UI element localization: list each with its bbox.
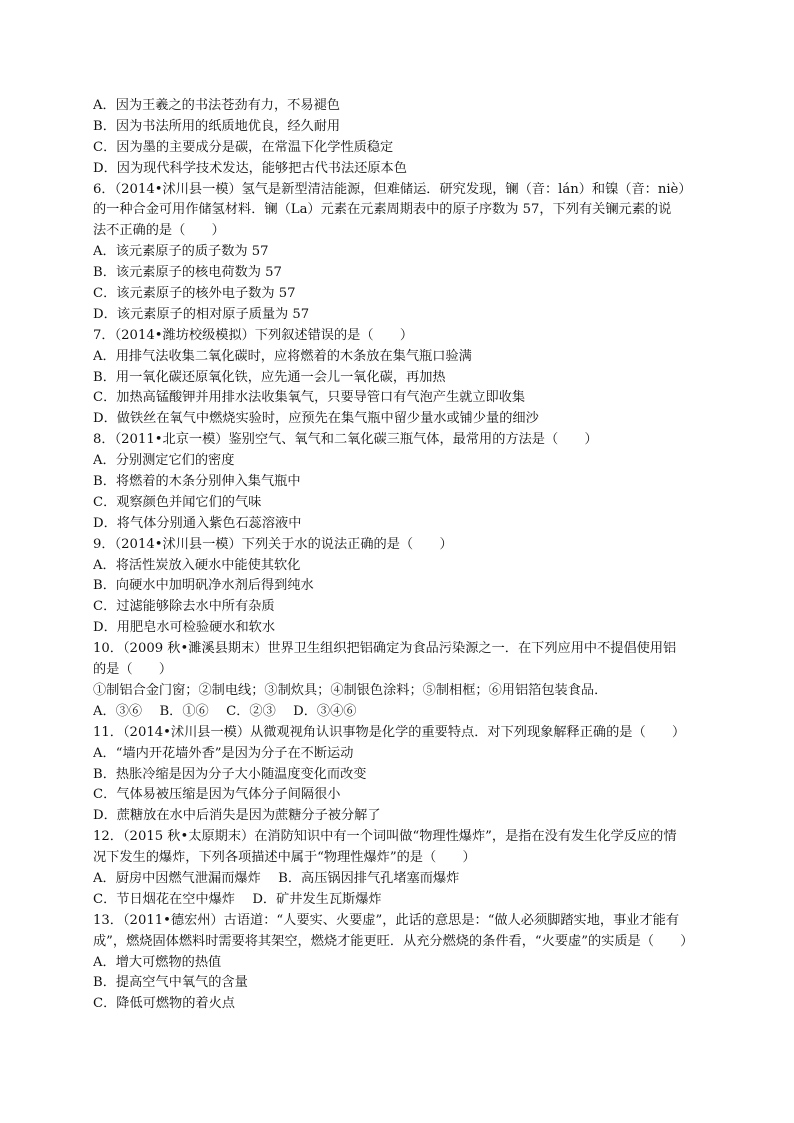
text-line: 6．（2014•沭川县一模）氢气是新型清洁能源，但难储运．研究发现，镧（音：lán）和镍（音：niè）: [93, 181, 692, 197]
text-line: B．向硬水中加明矾净水剂后得到纯水: [93, 578, 314, 594]
text-line: C．加热高锰酸钾并用排水法收集氧气，只要导管口有气泡产生就立即收集: [93, 390, 526, 406]
text-line: 11．（2014•沭川县一模）从微观视角认识事物是化学的重要特点．对下列现象解释正确的是（ ）: [93, 724, 686, 740]
text-line: D．将气体分别通入紫色石蕊溶液中: [93, 515, 302, 531]
text-line: 法不正确的是（ ）: [93, 223, 225, 239]
text-line: B．热胀冷缩是因为分子大小随温度变化而改变: [93, 766, 367, 782]
text-line: 10．（2009 秋•濉溪县期末）世界卫生组织把铝确定为食品污染源之一．在下列应用中不提倡使用铝: [93, 641, 677, 657]
text-line: A．分别测定它们的密度: [93, 453, 235, 469]
text-line: A．用排气法收集二氧化碳时，应将燃着的木条放在集气瓶口验满: [93, 348, 472, 364]
text-line: 的是（ ）: [93, 662, 173, 678]
text-line: D．蔗糖放在水中后消失是因为蔗糖分子被分解了: [93, 808, 381, 824]
text-line: B．用一氧化碳还原氧化铁，应先通一会儿一氧化碳，再加热: [93, 369, 446, 385]
text-line: C．气体易被压缩是因为气体分子间隔很小: [93, 787, 341, 803]
text-line: C．观察颜色并闻它们的气味: [93, 494, 262, 510]
text-line: 9．（2014•沭川县一模）下列关于水的说法正确的是（ ）: [93, 536, 453, 552]
text-line: C．节日烟花在空中爆炸 D．矿井发生瓦斯爆炸: [93, 891, 382, 907]
text-line: D．用肥皂水可检验硬水和软水: [93, 620, 276, 636]
text-line: A．“墙内开花墙外香”是因为分子在不断运动: [93, 745, 354, 761]
text-line: B．提高空气中氧气的含量: [93, 975, 248, 991]
text-line: A．增大可燃物的热值: [93, 954, 222, 970]
text-line: 12．（2015 秋•太原期末）在消防知识中有一个词叫做“物理性爆炸”，是指在没有发生化学反应的情: [93, 829, 677, 845]
text-line: B．该元素原子的核电荷数为 57: [93, 265, 282, 281]
text-line: A．将活性炭放入硬水中能使其软化: [93, 557, 301, 573]
text-line: D．因为现代科学技术发达，能够把古代书法还原本色: [93, 160, 407, 176]
text-line: D．做铁丝在氧气中燃烧实验时，应预先在集气瓶中留少量水或铺少量的细沙: [93, 411, 539, 427]
text-line: A．③⑥ B．①⑥ C．②③ D．③④⑥: [93, 703, 357, 719]
text-line: A．因为王羲之的书法苍劲有力，不易褪色: [93, 98, 340, 113]
text-line: 况下发生的爆炸，下列各项描述中属于“物理性爆炸”的是（ ）: [93, 850, 476, 866]
text-line: A．厨房中因燃气泄漏而爆炸 B．高压锅因排气孔堵塞而爆炸: [93, 870, 460, 886]
text-line: C．该元素原子的核外电子数为 57: [93, 286, 296, 302]
text-line: 7．（2014•潍坊校级模拟）下列叙述错误的是（ ）: [93, 327, 414, 343]
text-line: 13．（2011•德宏州）古语道：“人要实、火要虚”，此话的意思是：“做人必须脚踏实地，事业才能有: [93, 912, 680, 928]
text-line: A．该元素原子的质子数为 57: [93, 244, 269, 260]
text-line: ①制铝合金门窗；②制电线；③制炊具；④制银色涂料；⑤制相框；⑥用铝箔包装食品．: [93, 682, 608, 698]
text-line: C．因为墨的主要成分是碳，在常温下化学性质稳定: [93, 139, 394, 155]
text-line: 的一种合金可用作储氢材料．镧（La）元素在元素周期表中的原子序数为 57，下列有关镧元素的说: [93, 202, 672, 218]
text-line: D．该元素原子的相对原子质量为 57: [93, 306, 310, 322]
question-text: [93, 96, 713, 1015]
text-line: B．因为书法所用的纸质地优良，经久耐用: [93, 118, 341, 134]
text-line: C．过滤能够除去水中所有杂质: [93, 599, 275, 615]
text-line: C．降低可燃物的着火点: [93, 996, 235, 1012]
text-line: 成”，燃烧固体燃料时需要将其架空，燃烧才能更旺．从充分燃烧的条件看，“火要虚”的实质是（ ）: [93, 933, 694, 949]
text-line: B．将燃着的木条分别伸入集气瓶中: [93, 474, 301, 490]
text-line: 8．（2011•北京一模）鉴别空气、氧气和二氧化碳三瓶气体，最常用的方法是（ ）: [93, 432, 598, 448]
